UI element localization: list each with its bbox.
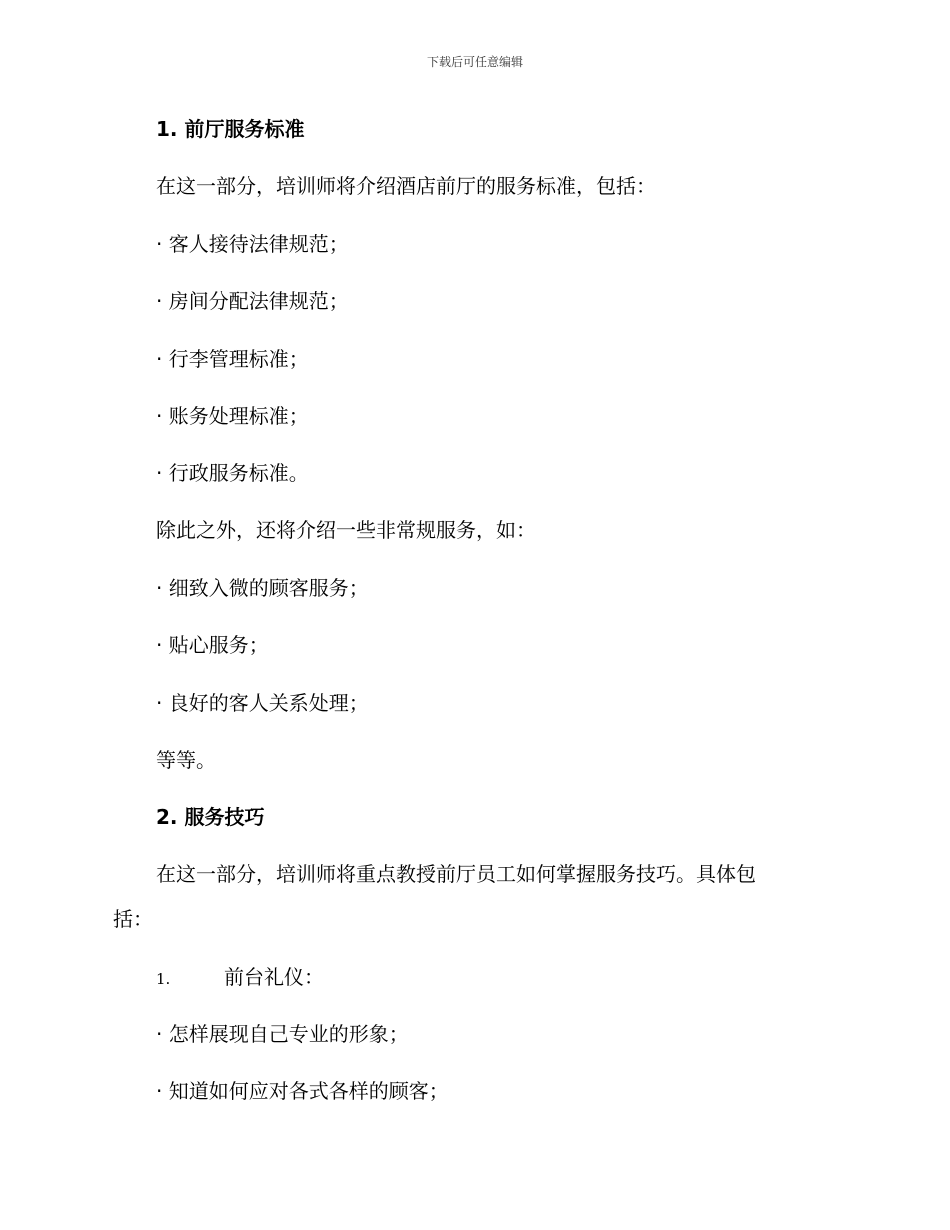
page-header: 下载后可任意编辑 — [426, 55, 523, 69]
section-1-heading: 1. 前厅服务标准 — [156, 117, 305, 141]
section-1-closing: 等等。 — [156, 748, 216, 772]
list-item: · 账务处理标准； — [156, 404, 309, 428]
list-item: · 良好的客人关系处理； — [156, 691, 369, 715]
numbered-item-label: 前台礼仪： — [224, 965, 324, 989]
list-item: · 细致入微的顾客服务； — [156, 576, 369, 600]
section-2-intro-line-2: 括： — [113, 907, 153, 931]
list-item: · 客人接待法律规范； — [156, 232, 349, 256]
list-item: · 知道如何应对各式各样的顾客； — [156, 1079, 449, 1103]
list-item: · 贴心服务； — [156, 633, 269, 657]
section-1-intro: 在这一部分，培训师将介绍酒店前厅的服务标准，包括： — [156, 174, 656, 198]
section-2-intro-line-1: 在这一部分，培训师将重点教授前厅员工如何掌握服务技巧。具体包 — [156, 862, 756, 886]
list-item: · 行政服务标准。 — [156, 461, 309, 485]
section-1-extra-intro: 除此之外，还将介绍一些非常规服务，如： — [156, 518, 536, 542]
list-item: · 行李管理标准； — [156, 347, 309, 371]
section-2-heading: 2. 服务技巧 — [156, 805, 265, 829]
numbered-item-marker: 1. — [156, 970, 171, 988]
numbered-item — [156, 963, 324, 993]
list-item: · 房间分配法律规范； — [156, 289, 349, 313]
list-item: · 怎样展现自己专业的形象； — [156, 1022, 409, 1046]
